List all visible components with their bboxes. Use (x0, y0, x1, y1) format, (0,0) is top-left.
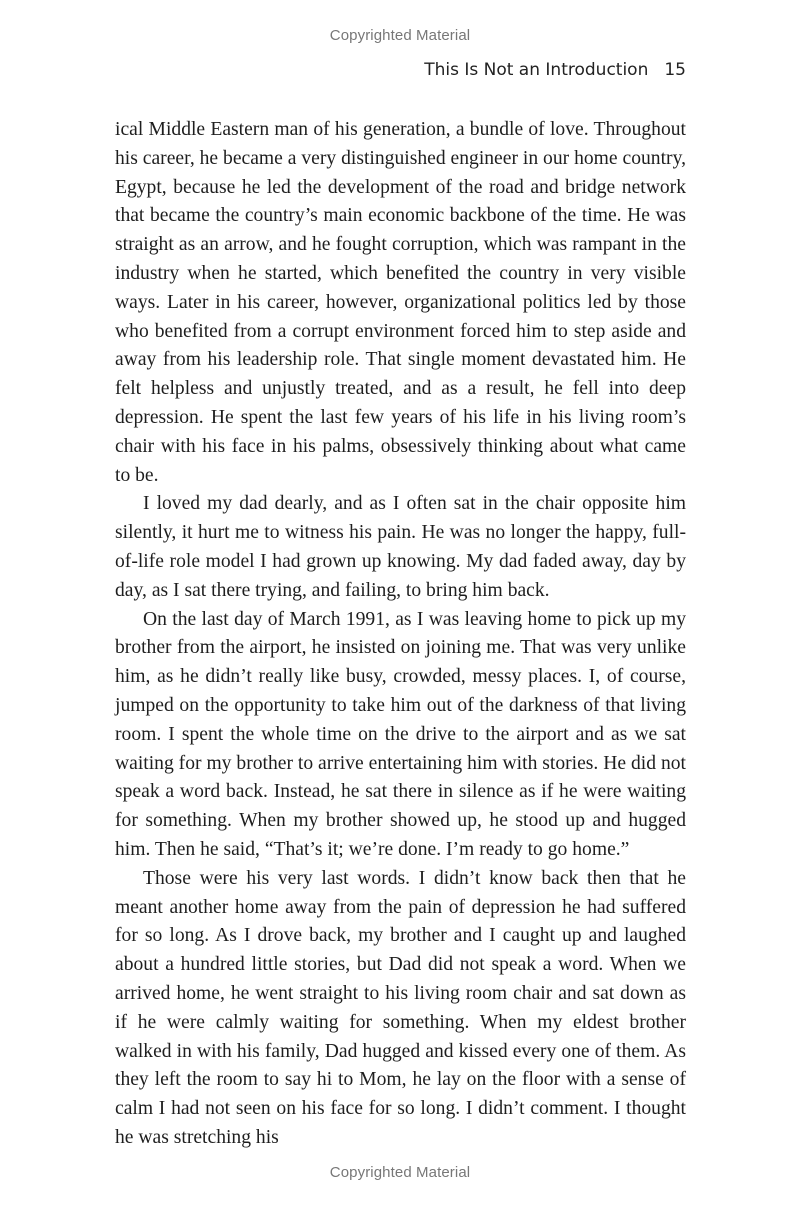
paragraph-continued: ical Middle Eastern man of his generation, a bundle of love. Throughout his career, he became a very distinguished engineer in our home country, Egypt, because he led the development of the road and bridge network that became the country’s main economic backbone of the time. He was straight as an arrow, and he fought corruption, which was rampant in the industry when he started, which benefited the country in very visible ways. Later in his career, however, organizational politics led by those who benefited from a corrupt environment forced him to step aside and away from his leadership role. That single moment devastated him. He felt helpless and unjustly treated, and as a result, he fell into deep depression. He spent the last few years of his life in his living room’s chair with his face in his palms, obsessively thinking about what came to be. (115, 119, 686, 486)
page-number: 15 (664, 60, 686, 80)
paragraph: Those were his very last words. I didn’t know back then that he meant another home away from the pain of depression he had suffered for so long. As I drove back, my brother and I caught up and laughed about a hundred little stories, but Dad did not speak a word. When we arrived home, he went straight to his living room chair and sat down as if he were calmly waiting for something. When my eldest brother walked in with his family, Dad hugged and kissed every one of them. As they left the room to say hi to Mom, he lay on the floor with a sense of calm I had not seen on his face for so long. I didn’t comment. I thought he was stretching his (115, 867, 686, 1148)
copyright-watermark-bottom: Copyrighted Material (329, 1164, 471, 1181)
running-head (424, 60, 686, 80)
paragraph: On the last day of March 1991, as I was leaving home to pick up my brother from the airport, he insisted on joining me. That was very unlike him, as he didn’t really like busy, crowded, messy places. I, of course, jumped on the opportunity to take him out of the darkness of that living room. I spent the whole time on the drive to the airport and as we sat waiting for my brother to arrive entertaining him with stories. He did not speak a word back. Instead, he sat there in silence as if he were waiting for something. When my brother showed up, he stood up and hugged him. Then he said, “That’s it; we’re done. I’m ready to go home.” (115, 608, 686, 860)
copyright-watermark-top: Copyrighted Material (329, 27, 471, 44)
paragraph: I loved my dad dearly, and as I often sat in the chair opposite him silently, it hurt me to witness his pain. He was no longer the happy, full-of-life role model I had grown up knowing. My dad faded away, day by day, as I sat there trying, and failing, to bring him back. (115, 493, 686, 601)
chapter-title: This Is Not an Introduction (424, 60, 649, 80)
body-text (115, 116, 686, 1153)
